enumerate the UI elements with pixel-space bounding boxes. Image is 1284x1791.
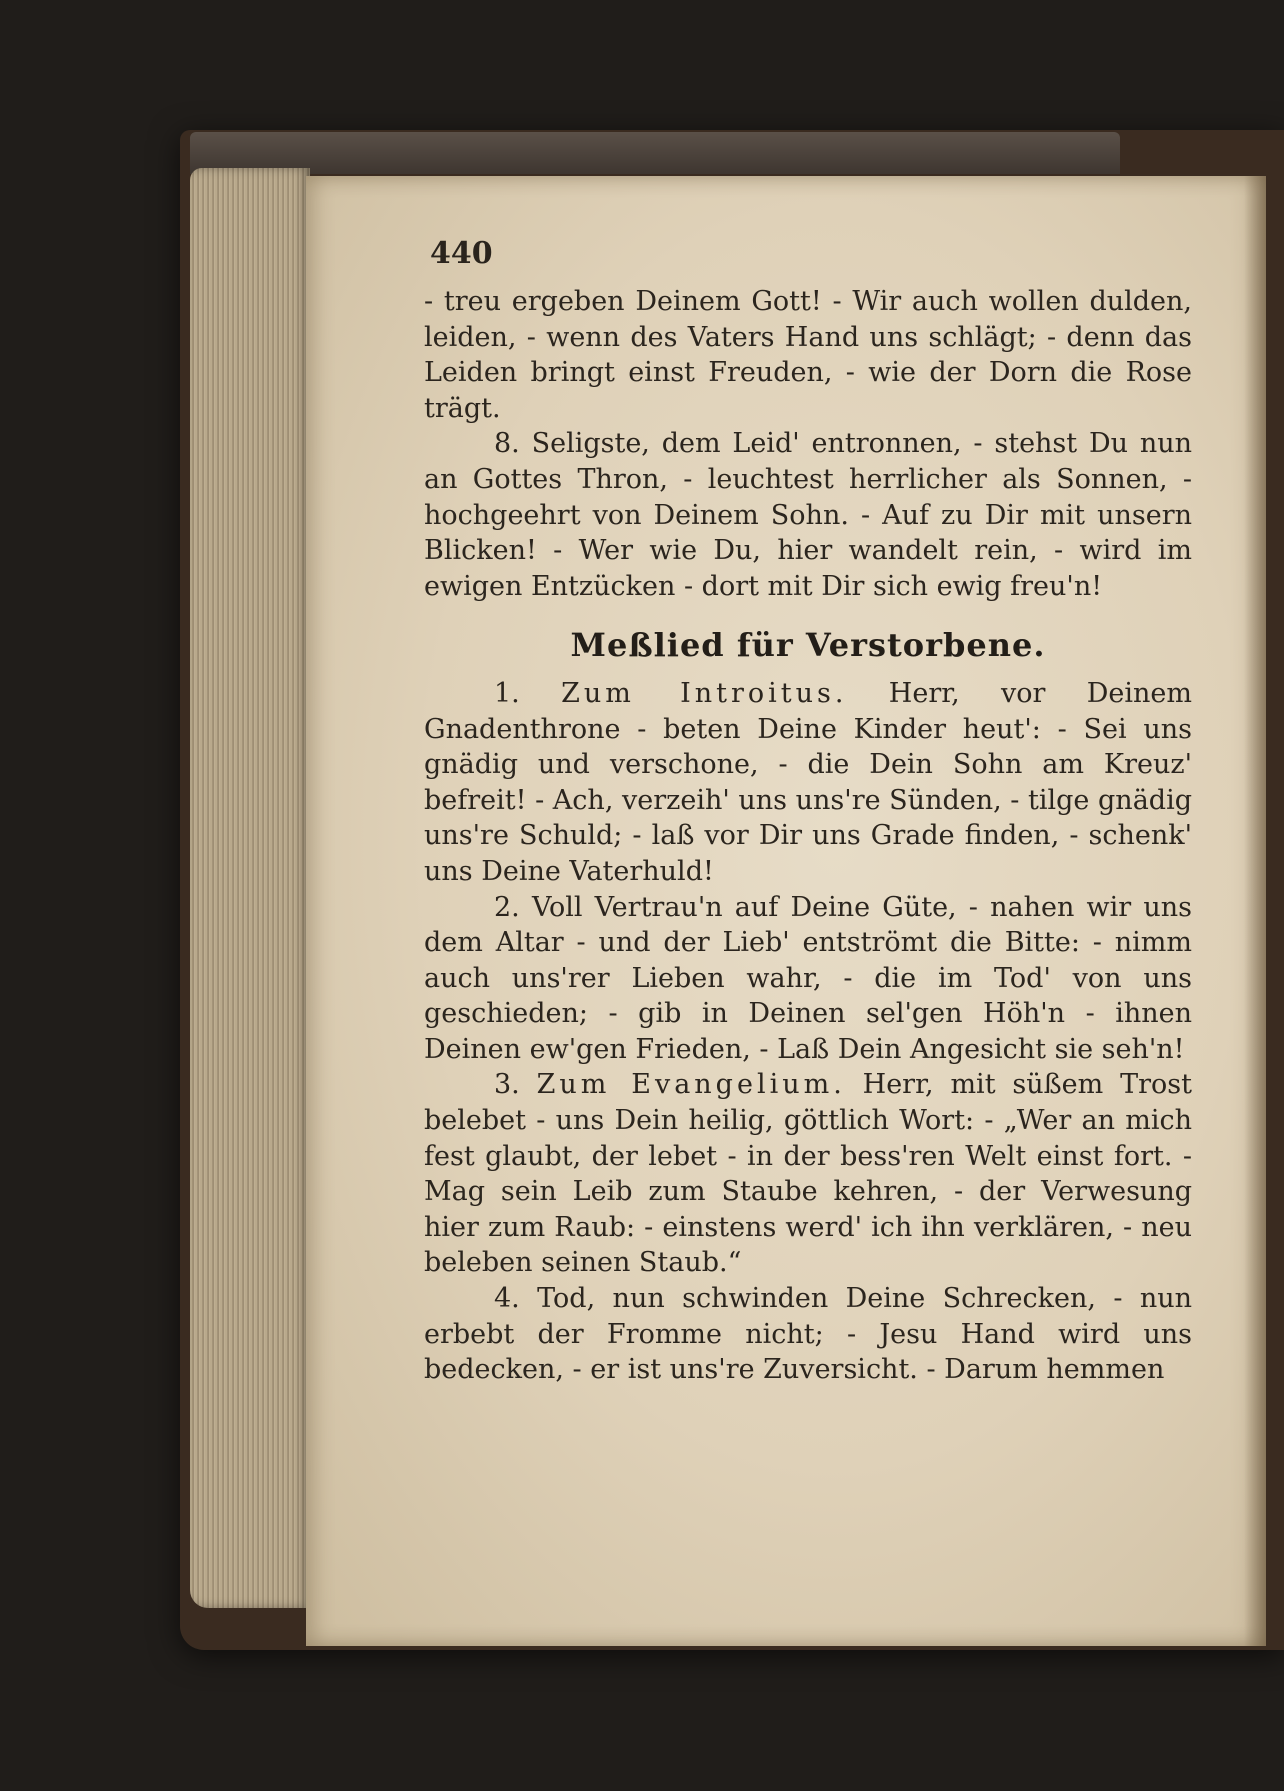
paragraph-verse-8: 8. Seligste, dem Leid' entronnen, - stehst Du nun an Gottes Thron, - leuchtest herrlicher als Sonnen, - hochgeehrt von Deinem Sohn. - Auf zu Dir mit unsern Blicken! - Wer wie Du, hier wandelt rein, - wird im ewigen Entzücken - dort mit Dir sich ewig freu'n! [424, 428, 1192, 602]
verse-number: 2. [494, 891, 520, 923]
page-text [424, 284, 1192, 1388]
verse-text: Herr, mit süßem Trost belebet - uns Dein heilig, göttlich Wort: - „Wer an mich fest glaubt, der lebet - in der bess'ren Welt einst fort. - Mag sein Leib zum Staube kehren, - der Verwesung hier zum Raub: - einstens werd' ich ihn verklären, - neu beleben seinen Staub.“ [424, 1069, 1192, 1279]
paragraph-verse-3 [424, 1067, 1192, 1281]
verse-text: Voll Vertrau'n auf Deine Güte, - nahen wir uns dem Altar - und der Lieb' entströmt die Bitte: - nimm auch uns'rer Lieben wahr, - die im Tod' von uns geschieden; - gib in Deinen sel'gen Höh'n - ihnen Deinen ew'gen Frieden, - Laß Dein Angesicht sie seh'n! [424, 891, 1192, 1065]
verse-label: Zum Introitus. [561, 677, 848, 709]
section-heading: Meßlied für Verstorbene. [570, 626, 1046, 665]
paragraph-verse-7-end: - treu ergeben Deinem Gott! - Wir auch wollen dulden, leiden, - wenn des Vaters Hand uns schlägt; - denn das Leiden bringt einst Freuden, - wie der Dorn die Rose trägt. [424, 286, 1192, 424]
book-page [306, 176, 1266, 1646]
verse-number: 4. [494, 1283, 520, 1315]
verse-text: Herr, vor Deinem Gnadenthrone - beten Deine Kinder heut': - Sei uns gnädig und verschone, - die Dein Sohn am Kreuz' befreit! - Ach, verzeih' uns uns're Sünden, - tilge gnädig uns're Schuld; - laß vor Dir uns Grade finden, - schenk' uns Deine Vaterhuld! [424, 677, 1192, 887]
paragraph-verse-1 [424, 676, 1192, 890]
page-edges [190, 168, 310, 1608]
book-spine-top [190, 132, 1120, 174]
paragraph-verse-2 [424, 890, 1192, 1068]
paragraph-verse-4 [424, 1281, 1192, 1388]
page-gutter [1244, 176, 1266, 1646]
verse-label: Zum Evangelium. [536, 1069, 846, 1101]
verse-text: Tod, nun schwinden Deine Schrecken, - nun erbebt der Fromme nicht; - Jesu Hand wird uns bedecken, - er ist uns're Zuversicht. - Darum hemmen [424, 1283, 1192, 1386]
verse-number: 3. [494, 1069, 520, 1101]
page-number: 440 [430, 236, 493, 271]
verse-number: 1. [494, 677, 520, 709]
